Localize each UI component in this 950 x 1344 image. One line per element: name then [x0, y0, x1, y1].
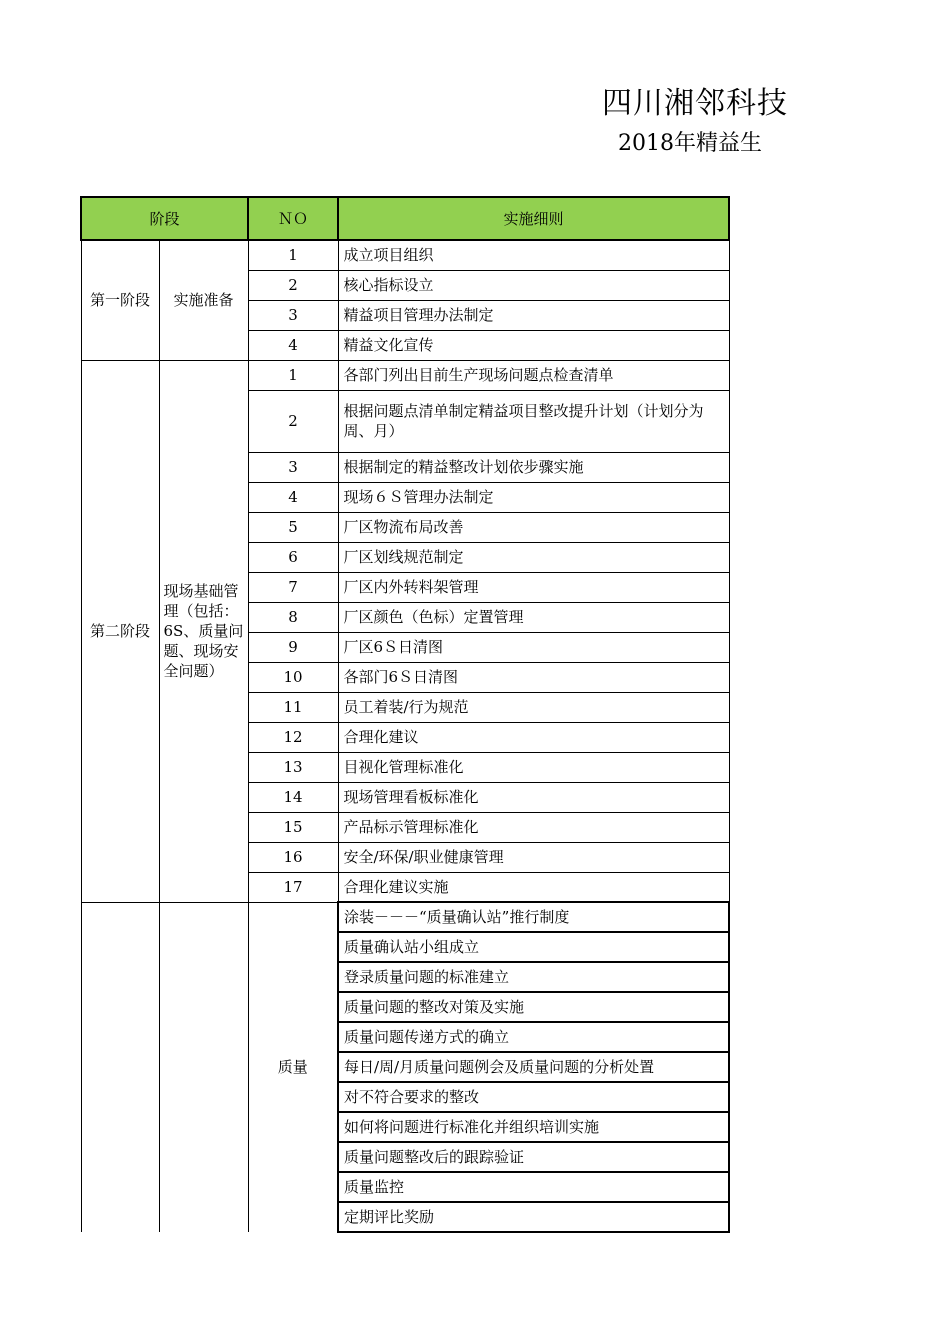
row-no: 3	[248, 452, 338, 482]
row-no: 16	[248, 842, 338, 872]
row-detail: 对不符合要求的整改	[338, 1082, 729, 1112]
row-no: 9	[248, 632, 338, 662]
stage-sub: 实施准备	[159, 240, 248, 360]
row-detail: 每日/周/月质量问题例会及质量问题的分析处置	[338, 1052, 729, 1082]
header-stage: 阶段	[81, 197, 248, 240]
row-no: 7	[248, 572, 338, 602]
row-no: 6	[248, 542, 338, 572]
row-detail: 涂装－－－“质量确认站”推行制度	[338, 902, 729, 932]
row-no: 2	[248, 390, 338, 452]
row-no: 1	[248, 360, 338, 390]
row-no: 3	[248, 300, 338, 330]
header-detail: 实施细则	[338, 197, 729, 240]
row-no: 2	[248, 270, 338, 300]
row-detail: 合理化建议实施	[338, 872, 729, 902]
header-no: ＮＯ	[248, 197, 338, 240]
row-detail: 根据问题点清单制定精益项目整改提升计划（计划分为周、月）	[338, 390, 729, 452]
row-no: 4	[248, 482, 338, 512]
row-no: 11	[248, 692, 338, 722]
category-cell: 质量	[248, 902, 338, 1232]
row-detail: 现场管理看板标准化	[338, 782, 729, 812]
row-detail: 安全/环保/职业健康管理	[338, 842, 729, 872]
row-detail: 成立项目组织	[338, 240, 729, 270]
stage-sub-empty	[159, 902, 248, 1232]
row-detail: 厂区内外转料架管理	[338, 572, 729, 602]
row-detail: 现场６Ｓ管理办法制定	[338, 482, 729, 512]
row-detail: 各部门列出目前生产现场问题点检查清单	[338, 360, 729, 390]
row-detail: 核心指标设立	[338, 270, 729, 300]
row-detail: 合理化建议	[338, 722, 729, 752]
row-detail: 精益项目管理办法制定	[338, 300, 729, 330]
row-no: 12	[248, 722, 338, 752]
row-no: 8	[248, 602, 338, 632]
row-detail: 各部门6Ｓ日清图	[338, 662, 729, 692]
table-row	[81, 902, 729, 932]
row-detail: 厂区划线规范制定	[338, 542, 729, 572]
row-no: 1	[248, 240, 338, 270]
page-subtitle: 2018年精益生	[618, 131, 762, 156]
row-detail: 质量问题传递方式的确立	[338, 1022, 729, 1052]
row-detail: 根据制定的精益整改计划依步骤实施	[338, 452, 729, 482]
stage-name: 第一阶段	[81, 240, 159, 360]
row-no: 5	[248, 512, 338, 542]
row-detail: 产品标示管理标准化	[338, 812, 729, 842]
row-detail: 质量监控	[338, 1172, 729, 1202]
page-title: 四川湘邻科技	[602, 86, 788, 121]
stage-name: 第二阶段	[81, 360, 159, 902]
stage-name-empty	[81, 902, 159, 1232]
row-detail: 登录质量问题的标准建立	[338, 962, 729, 992]
row-detail: 厂区物流布局改善	[338, 512, 729, 542]
row-detail: 精益文化宣传	[338, 330, 729, 360]
row-detail: 目视化管理标准化	[338, 752, 729, 782]
row-no: 17	[248, 872, 338, 902]
row-no: 4	[248, 330, 338, 360]
row-no: 14	[248, 782, 338, 812]
table-row	[81, 360, 729, 390]
row-detail: 厂区颜色（色标）定置管理	[338, 602, 729, 632]
row-no: 15	[248, 812, 338, 842]
table-header-row	[81, 197, 729, 240]
row-detail: 厂区6Ｓ日清图	[338, 632, 729, 662]
row-detail: 质量问题整改后的跟踪验证	[338, 1142, 729, 1172]
row-no: 10	[248, 662, 338, 692]
table-row	[81, 240, 729, 270]
row-detail: 如何将问题进行标准化并组织培训实施	[338, 1112, 729, 1142]
plan-table	[80, 196, 730, 1233]
row-detail: 员工着装/行为规范	[338, 692, 729, 722]
row-no: 13	[248, 752, 338, 782]
row-detail: 质量问题的整改对策及实施	[338, 992, 729, 1022]
row-detail: 定期评比奖励	[338, 1202, 729, 1232]
stage-sub: 现场基础管理（包括：6S、质量问题、现场安全问题）	[159, 360, 248, 902]
row-detail: 质量确认站小组成立	[338, 932, 729, 962]
